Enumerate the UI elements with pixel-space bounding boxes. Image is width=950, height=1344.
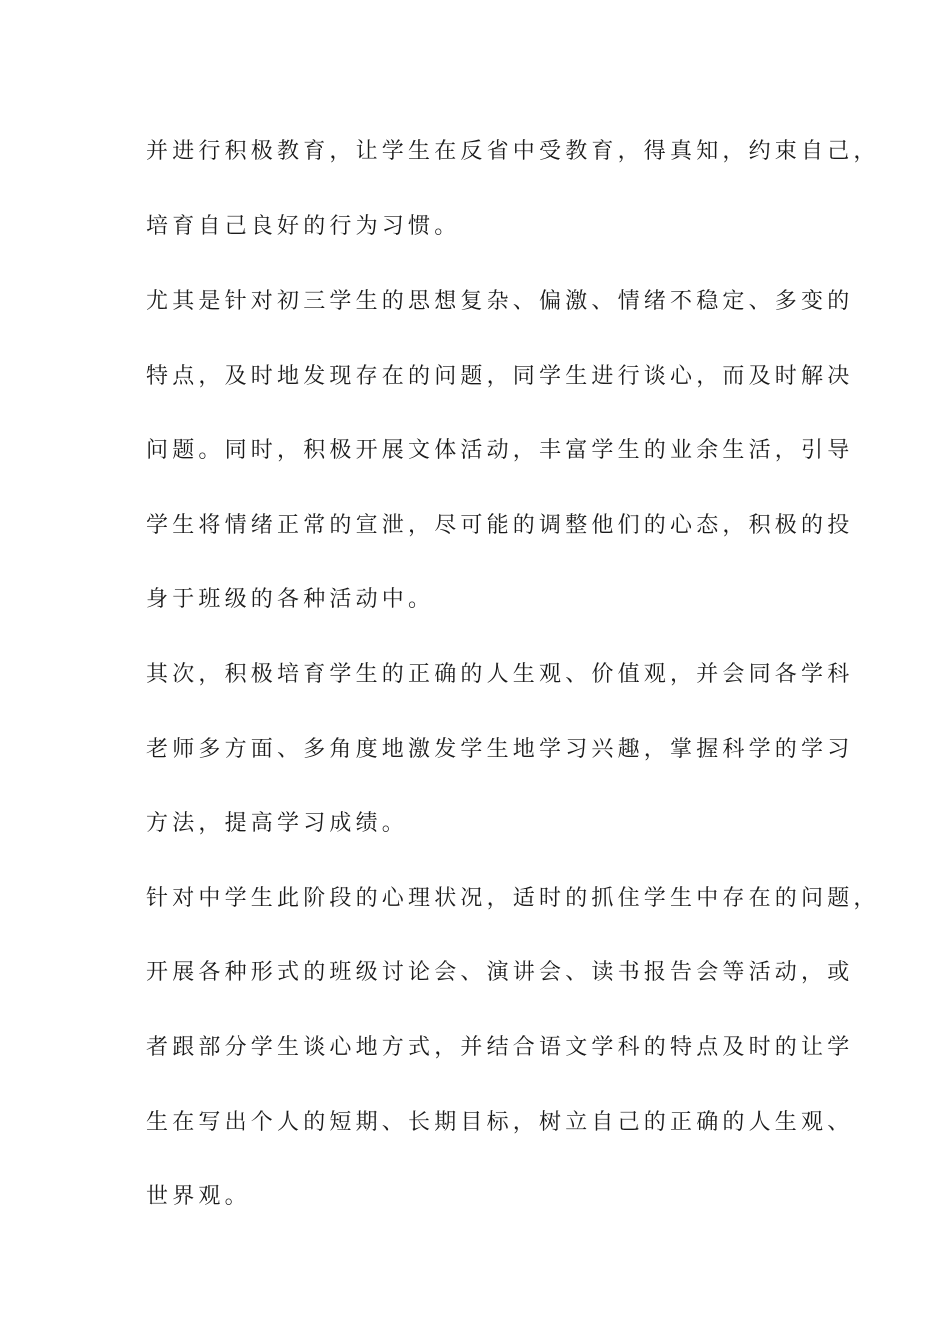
text-line: 学生将情绪正常的宣泄，尽可能的调整他们的心态，积极的投 <box>146 513 854 538</box>
text-line: 者跟部分学生谈心地方式，并结合语文学科的特点及时的让学 <box>146 1035 854 1060</box>
text-line: 开展各种形式的班级讨论会、演讲会、读书报告会等活动，或 <box>146 960 854 985</box>
text-line: 方法，提高学习成绩。 <box>146 811 409 836</box>
text-line: 世界观。 <box>146 1184 251 1209</box>
text-line: 培育自己良好的行为习惯。 <box>146 214 461 239</box>
text-line: 身于班级的各种活动中。 <box>146 587 435 612</box>
text-line: 特点，及时地发现存在的问题，同学生进行谈心，而及时解决 <box>146 364 854 389</box>
text-line: 尤其是针对初三学生的思想复杂、偏激、情绪不稳定、多变的 <box>146 289 854 314</box>
text-line: 问题。同时，积极开展文体活动，丰富学生的业余生活，引导 <box>146 438 854 463</box>
text-line: 并进行积极教育，让学生在反省中受教育，得真知，约束自己， <box>146 139 880 164</box>
text-line: 针对中学生此阶段的心理状况，适时的抓住学生中存在的问题， <box>146 886 880 911</box>
text-line: 生在写出个人的短期、长期目标，树立自己的正确的人生观、 <box>146 1110 854 1135</box>
text-line: 其次，积极培育学生的正确的人生观、价值观，并会同各学科 <box>146 662 854 687</box>
text-line: 老师多方面、多角度地激发学生地学习兴趣，掌握科学的学习 <box>146 737 854 762</box>
